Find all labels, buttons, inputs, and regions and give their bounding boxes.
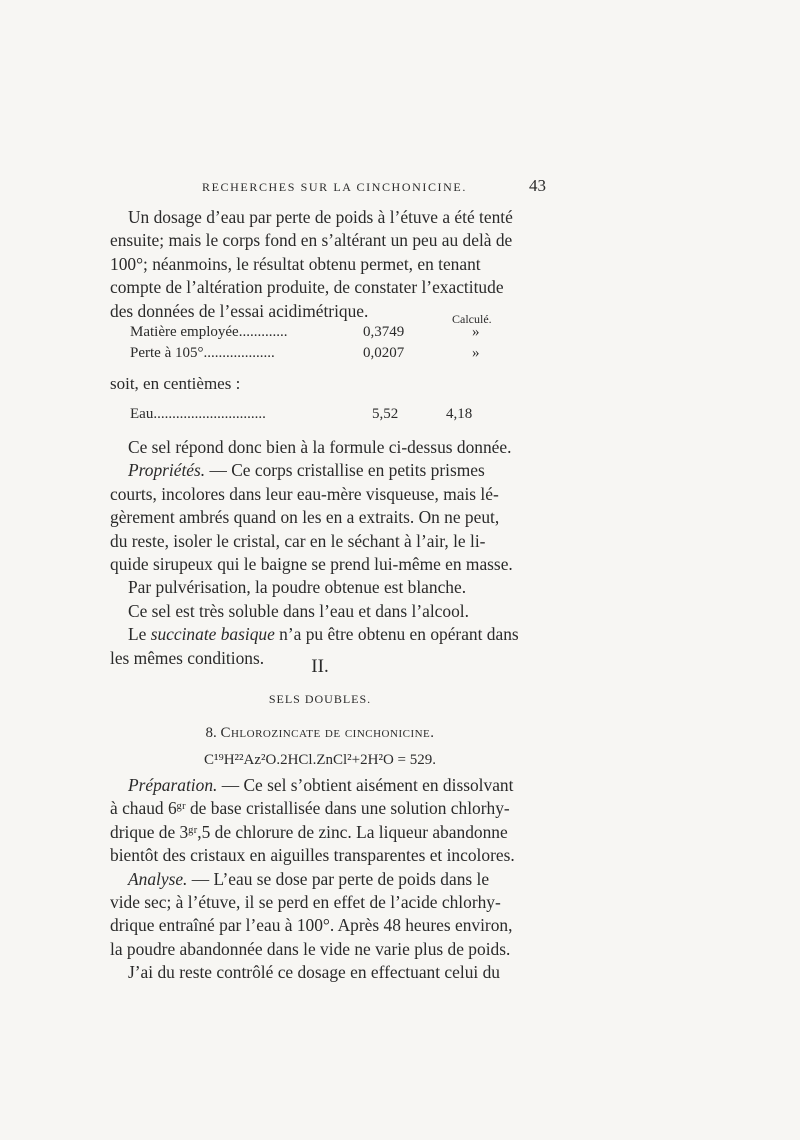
row-calc: » — [472, 345, 480, 361]
text-line: vide sec; à l’étuve, il se perd en effet de l’acide chlorhy- — [110, 892, 501, 913]
text-line: Par pulvérisation, la poudre obtenue est blanche. — [128, 577, 467, 598]
italic-term: succinate basique — [150, 624, 275, 645]
text-line: les mêmes conditions. — [110, 647, 265, 668]
text-line: — Ce corps cristallise en petits prismes — [205, 460, 485, 481]
italic-heading: Analyse. — [128, 868, 188, 889]
text-line: gèrement ambrés quand on les en a extraits. On ne peut, — [110, 507, 500, 528]
row-calc: » — [472, 324, 480, 340]
text-line: Ce sel répond donc bien à la formule ci-dessus donnée. — [128, 437, 512, 457]
row-value: 5,52 — [372, 406, 399, 422]
running-title: RECHERCHES SUR LA CINCHONICINE. — [202, 180, 467, 194]
paragraph-dosage — [110, 206, 530, 323]
text-line: courts, incolores dans leur eau-mère visqueuse, mais lé- — [110, 483, 499, 504]
text-line: drique de 3ᵍʳ,5 de chlorure de zinc. La liqueur abandonne — [110, 821, 508, 842]
text-line: des données de l’essai acidimétrique. — [110, 300, 369, 321]
text-line: Ce sel est très soluble dans l’eau et dans l’alcool. — [128, 600, 469, 621]
text-line: 100°; néanmoins, le résultat obtenu permet, en tenant — [110, 253, 481, 274]
row-label: Matière employée............. — [130, 324, 288, 340]
text-line: — L’eau se dose par perte de poids dans le — [187, 868, 490, 889]
section-title: SELS DOUBLES. — [268, 692, 372, 706]
table-row — [130, 345, 530, 365]
row-value: 0,0207 — [363, 345, 405, 361]
paragraph-block-2 — [110, 774, 530, 985]
text-line: compte de l’altération produite, de constater l’exactitude — [110, 277, 504, 298]
section-number: II. — [311, 656, 329, 677]
calc-column-header: Calculé. — [452, 312, 492, 326]
page-number: 43 — [529, 176, 546, 195]
table-row-eau — [130, 406, 530, 426]
subsection-number: 8. — [205, 725, 217, 741]
row-label: Eau.............................. — [130, 406, 266, 422]
soit-line: soit, en centièmes : — [110, 374, 241, 393]
text-line: drique entraîné par l’eau à 100°. Après 48 heures environ, — [110, 915, 513, 936]
text-line: ensuite; mais le corps fond en s’altérant un peu au delà de — [110, 230, 513, 251]
row-calc: 4,18 — [446, 406, 473, 422]
paragraph-block — [110, 436, 530, 670]
running-header — [202, 176, 546, 195]
text-line: — Ce sel s’obtient aisément en dissolvant — [217, 775, 514, 795]
italic-heading: Propriétés. — [128, 460, 206, 481]
subsection-heading — [110, 725, 530, 742]
text-line: Un dosage d’eau par perte de poids à l’étuve a été tenté — [128, 207, 513, 227]
table-row — [130, 324, 530, 344]
text-line: J’ai du reste contrôlé ce dosage en effectuant celui du — [128, 962, 500, 983]
italic-heading: Préparation. — [128, 775, 218, 795]
text-fragment: n’a pu être obtenu en opérant dans — [274, 624, 519, 645]
text-line: à chaud 6ᵍʳ de base cristallisée dans une solution chlorhy- — [110, 798, 510, 819]
text-line: quide sirupeux qui le baigne se prend lui-même en masse. — [110, 554, 513, 575]
text-line: bientôt des cristaux en aiguilles transparentes et incolores. — [110, 845, 515, 866]
text-line: du reste, isoler le cristal, car en le séchant à l’air, le li- — [110, 530, 486, 551]
chemical-formula: C¹⁹H²²Az²O.2HCl.ZnCl²+2H²O = 529. — [203, 752, 437, 768]
row-value: 0,3749 — [363, 324, 405, 340]
row-label: Perte à 105°................... — [130, 345, 275, 361]
subsection-title: Chlorozincate de cinchonicine. — [220, 725, 435, 741]
text-line: la poudre abandonnée dans le vide ne varie plus de poids. — [110, 938, 511, 959]
text-fragment: Le — [128, 624, 151, 645]
